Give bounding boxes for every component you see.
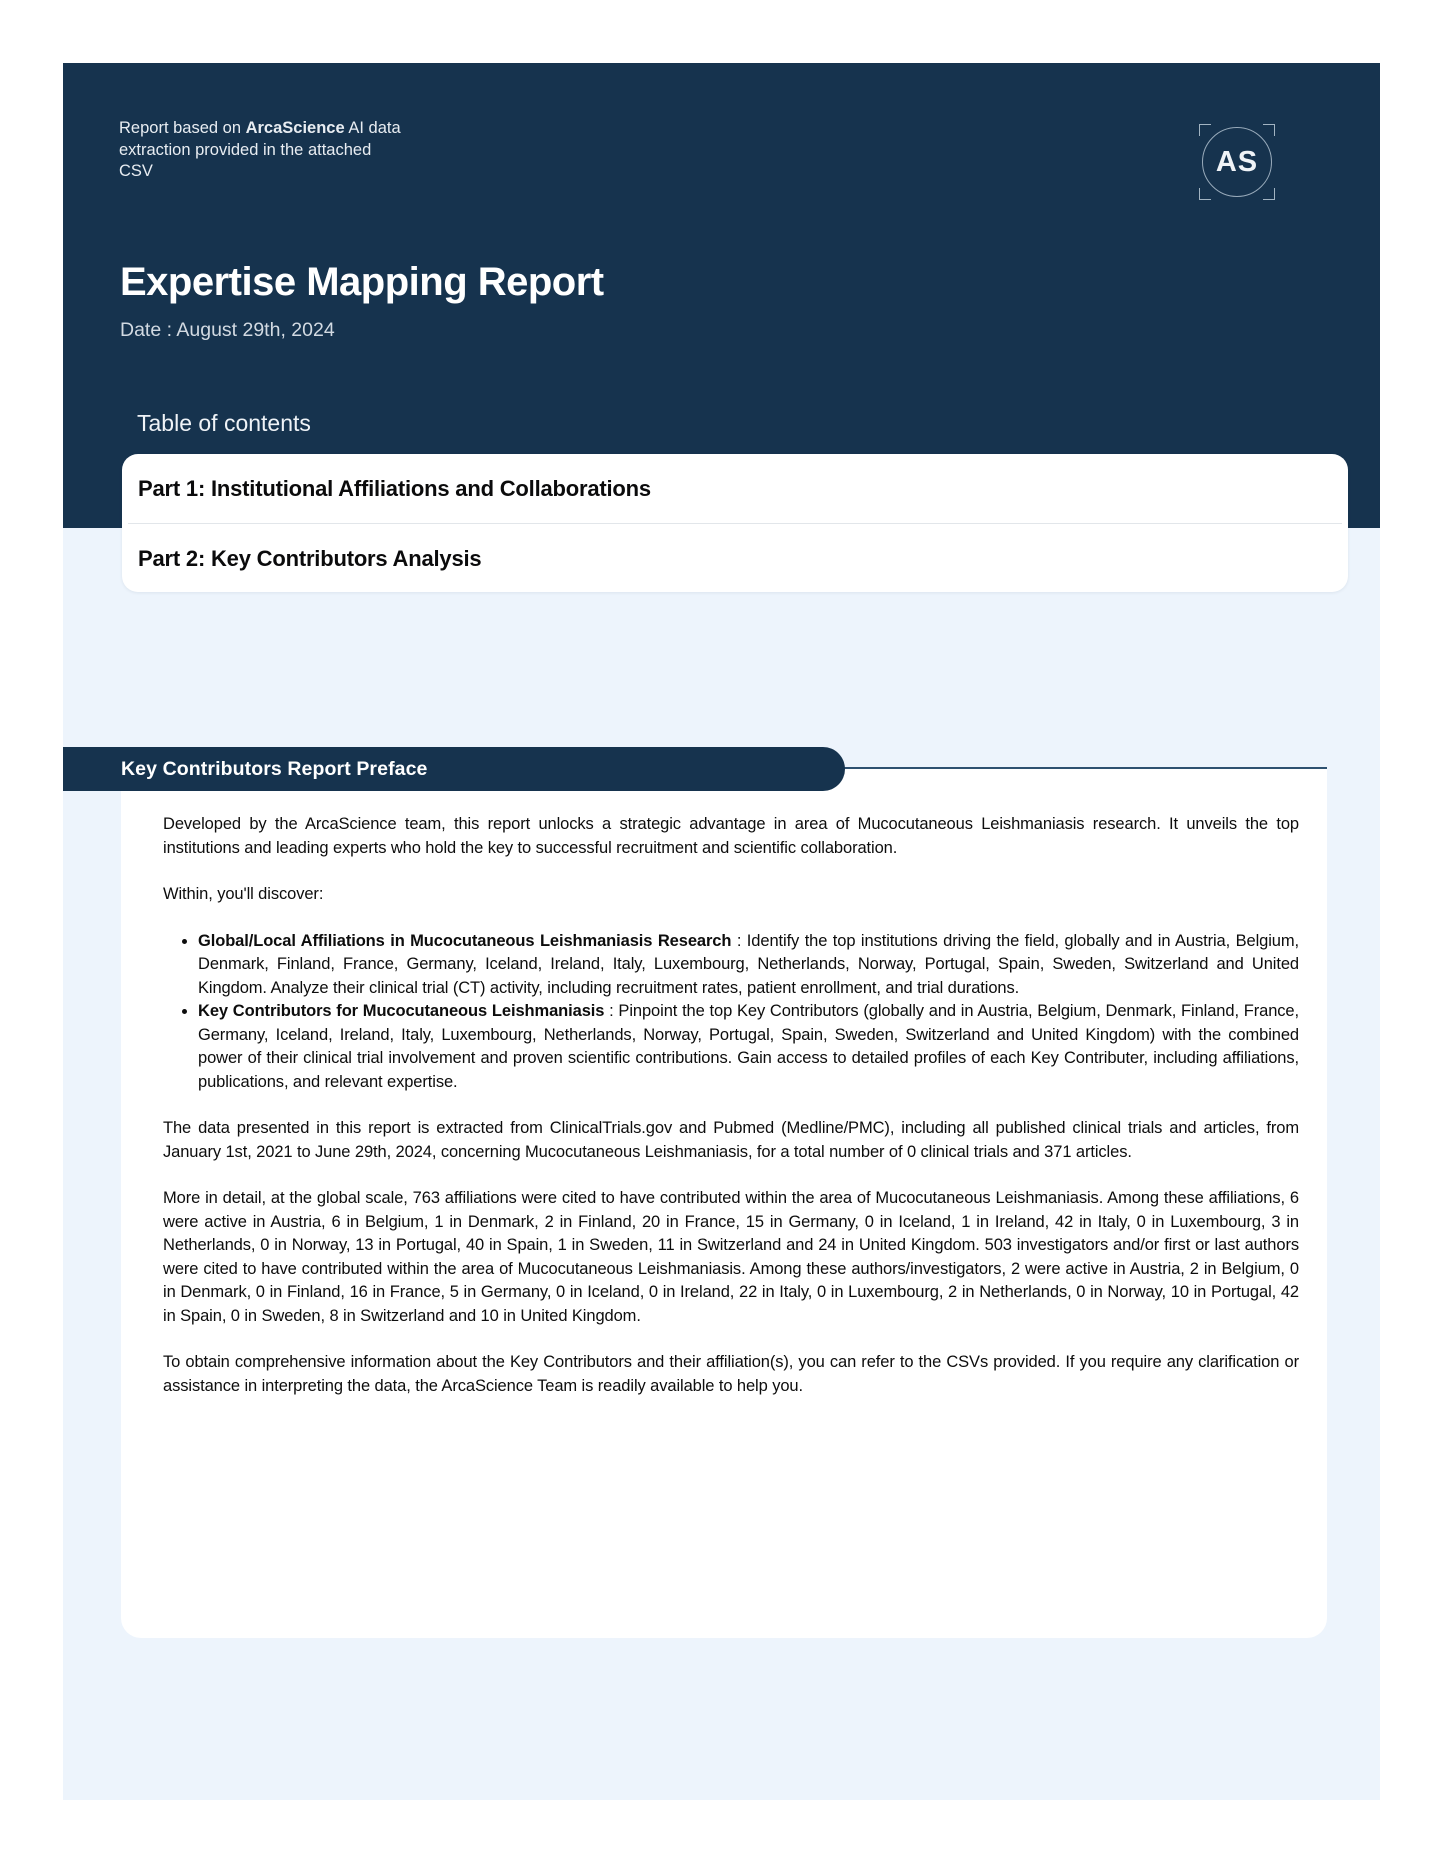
logo-corner-mark-icon — [1199, 124, 1211, 136]
bullet-title: Key Contributors for Mucocutaneous Leishmaniasis — [198, 1002, 605, 1020]
preface-bullet-key-contributors — [198, 1000, 1299, 1094]
bullet-text: : Pinpoint the top Key Contributors (globally and in Austria, Belgium, Denmark, Finland, France, Germany, Iceland, Ireland, Italy, Luxembourg, Netherlands, Norway, Portugal, Spain, Sweden, Switzerland and United Kingdom) with the combined power of their clinical trial involvement and proven scientific contributions. Gain access to detailed profiles of each Key Contributer, including affiliations, publications, and relevant expertise. — [198, 1002, 1299, 1091]
preface-paragraph-1: Developed by the ArcaScience team, this report unlocks a strategic advantage in area of Mucocutaneous Leishmaniasis research. It unveils the top institutions and leading experts who hold the key to successful recruitment and scientific collaboration. — [163, 815, 1299, 857]
bullet-text: : Identify the top institutions driving the field, globally and in Austria, Belgium, Denmark, Finland, France, Germany, Iceland, Ireland, Italy, Luxembourg, Netherlands, Norway, Portugal, Spain, Sweden, Switzerland and United Kingdom. Analyze their clinical trial (CT) activity, including recruitment rates, patient enrollment, and trial durations. — [198, 931, 1299, 997]
report-source-note-line3: CSV — [119, 162, 153, 180]
bullet-title: Global/Local Affiliations in Mucocutaneous Leishmaniasis Research — [198, 931, 732, 950]
logo-corner-mark-icon — [1199, 188, 1211, 200]
report-source-note-line2: extraction provided in the attached — [119, 140, 372, 159]
logo-monogram: AS — [1215, 145, 1259, 178]
logo-circle-icon — [1202, 127, 1272, 197]
report-date: Date : August 29th, 2024 — [120, 319, 335, 341]
logo-corner-mark-icon — [1263, 188, 1275, 200]
brand-name: ArcaScience — [245, 119, 345, 137]
toc-item-part2[interactable]: Part 2: Key Contributors Analysis — [138, 545, 482, 571]
toc-heading: Table of contents — [137, 410, 311, 436]
toc-card — [122, 454, 1348, 592]
preface-paragraph-detail-stats: More in detail, at the global scale, 763 affiliations were cited to have contributed within the area of Mucocutaneous Leishmaniasis. Among these affiliations, 6 were active in Austria, 6 in Belgium, 1 in Denmark, 2 in Finland, 20 in France, 15 in Germany, 0 in Iceland, 1 in Ireland, 42 in Italy, 0 in Luxembourg, 3 in Netherlands, 0 in Norway, 13 in Portugal, 40 in Spain, 1 in Sweden, 11 in Switzerland and 24 in United Kingdom. 503 investigators and/or first or last authors were cited to have contributed within the area of Mucocutaneous Leishmaniasis. Among these authors/investigators, 2 were active in Austria, 2 in Belgium, 0 in Denmark, 0 in Finland, 16 in France, 5 in Germany, 0 in Iceland, 0 in Ireland, 22 in Italy, 0 in Luxembourg, 2 in Netherlands, 0 in Norway, 10 in Portugal, 42 in Spain, 0 in Sweden, 8 in Switzerland and 10 in United Kingdom. — [163, 1189, 1299, 1325]
toc-item-part1[interactable]: Part 1: Institutional Affiliations and Collaborations — [138, 475, 651, 501]
arcascience-logo — [1202, 127, 1272, 197]
preface-paragraph-contact: To obtain comprehensive information about the Key Contributors and their affiliation(s), you can refer to the CSVs provided. If you require any clarification or assistance in interpreting the data, the ArcaScience Team is readily available to help you. — [163, 1353, 1299, 1395]
logo-corner-mark-icon — [1263, 124, 1275, 136]
report-source-note-line1: Report based on ArcaScience AI data — [119, 119, 401, 137]
page-title: Expertise Mapping Report — [120, 260, 604, 304]
report-source-note — [119, 118, 419, 183]
preface-content-card — [121, 767, 1327, 1638]
preface-paragraph-data-sources: The data presented in this report is extracted from ClinicalTrials.gov and Pubmed (Medline/PMC), including all published clinical trials and articles, from January 1st, 2021 to June 29th, 2024, concerning Mucocutaneous Leishmaniasis, for a total number of 0 clinical trials and 371 articles. — [163, 1119, 1299, 1161]
preface-banner: Key Contributors Report Preface — [63, 747, 845, 791]
preface-discover-intro: Within, you'll discover: — [163, 885, 324, 903]
preface-bullet-list — [163, 930, 1299, 1095]
preface-bullet-affiliations — [198, 930, 1299, 1001]
